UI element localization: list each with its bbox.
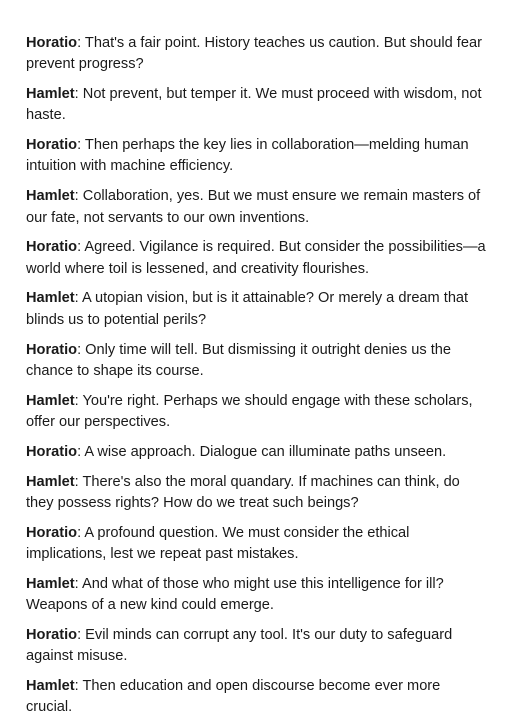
dialogue-text: : That's a fair point. History teaches us caution. But should fear prevent progress? xyxy=(26,35,482,73)
speaker-name: Horatio xyxy=(26,341,78,358)
dialogue-text: : A profound question. We must consider the ethical implications, lest we repeat past mistakes. xyxy=(26,524,410,562)
speaker-name: Hamlet xyxy=(26,392,75,409)
speaker-name: Horatio xyxy=(26,35,78,51)
speaker-name: Hamlet xyxy=(26,290,75,307)
dialogue-line xyxy=(26,340,488,383)
speaker-name: Horatio xyxy=(26,137,78,154)
speaker-name: Hamlet xyxy=(26,677,75,694)
speaker-name: Horatio xyxy=(26,443,78,460)
dialogue-line xyxy=(26,391,488,434)
document-body xyxy=(26,33,488,727)
speaker-name: Horatio xyxy=(26,239,78,256)
dialogue-text: : Evil minds can corrupt any tool. It's our duty to safeguard against misuse. xyxy=(26,626,453,665)
dialogue-line xyxy=(26,523,488,566)
speaker-name: Hamlet xyxy=(26,575,75,592)
speaker-name: Horatio xyxy=(26,524,78,541)
speaker-name: Horatio xyxy=(26,626,78,643)
dialogue-text: : Only time will tell. But dismissing it outright denies us the chance to shape its course. xyxy=(26,341,451,379)
dialogue-line xyxy=(26,288,488,331)
dialogue-line xyxy=(26,186,488,229)
dialogue-text: : Collaboration, yes. But we must ensure we remain masters of our fate, not servants to our own inventions. xyxy=(26,188,481,226)
dialogue-text: : A wise approach. Dialogue can illuminate paths unseen. xyxy=(77,443,447,460)
dialogue-line xyxy=(26,84,488,127)
dialogue-text: : There's also the moral quandary. If machines can think, do they possess rights? How do we treat such beings? xyxy=(26,473,460,511)
speaker-name: Hamlet xyxy=(26,86,75,103)
dialogue-text: : Then education and open discourse become ever more crucial. xyxy=(26,677,441,716)
dialogue-line xyxy=(26,574,488,617)
dialogue-line xyxy=(26,442,488,463)
dialogue-text: : A utopian vision, but is it attainable? Or merely a dream that blinds us to potential perils? xyxy=(26,290,469,328)
dialogue-text: : Agreed. Vigilance is required. But consider the possibilities—a world where toil is lessened, and creativity flourishes. xyxy=(26,239,486,277)
dialogue-line xyxy=(26,625,488,668)
speaker-name: Hamlet xyxy=(26,473,75,490)
dialogue-text: : Not prevent, but temper it. We must proceed with wisdom, not haste. xyxy=(26,86,482,124)
dialogue-line xyxy=(26,472,488,515)
dialogue-line xyxy=(26,135,488,178)
dialogue-line xyxy=(26,676,488,719)
speaker-name: Hamlet xyxy=(26,188,75,205)
dialogue-line xyxy=(26,33,488,76)
dialogue-text: : And what of those who might use this intelligence for ill? Weapons of a new kind could emerge. xyxy=(26,575,444,614)
dialogue-line xyxy=(26,237,488,280)
dialogue-text: : You're right. Perhaps we should engage with these scholars, offer our perspectives. xyxy=(26,392,473,430)
dialogue-text: : Then perhaps the key lies in collaboration—melding human intuition with machine efficiency. xyxy=(26,137,469,175)
